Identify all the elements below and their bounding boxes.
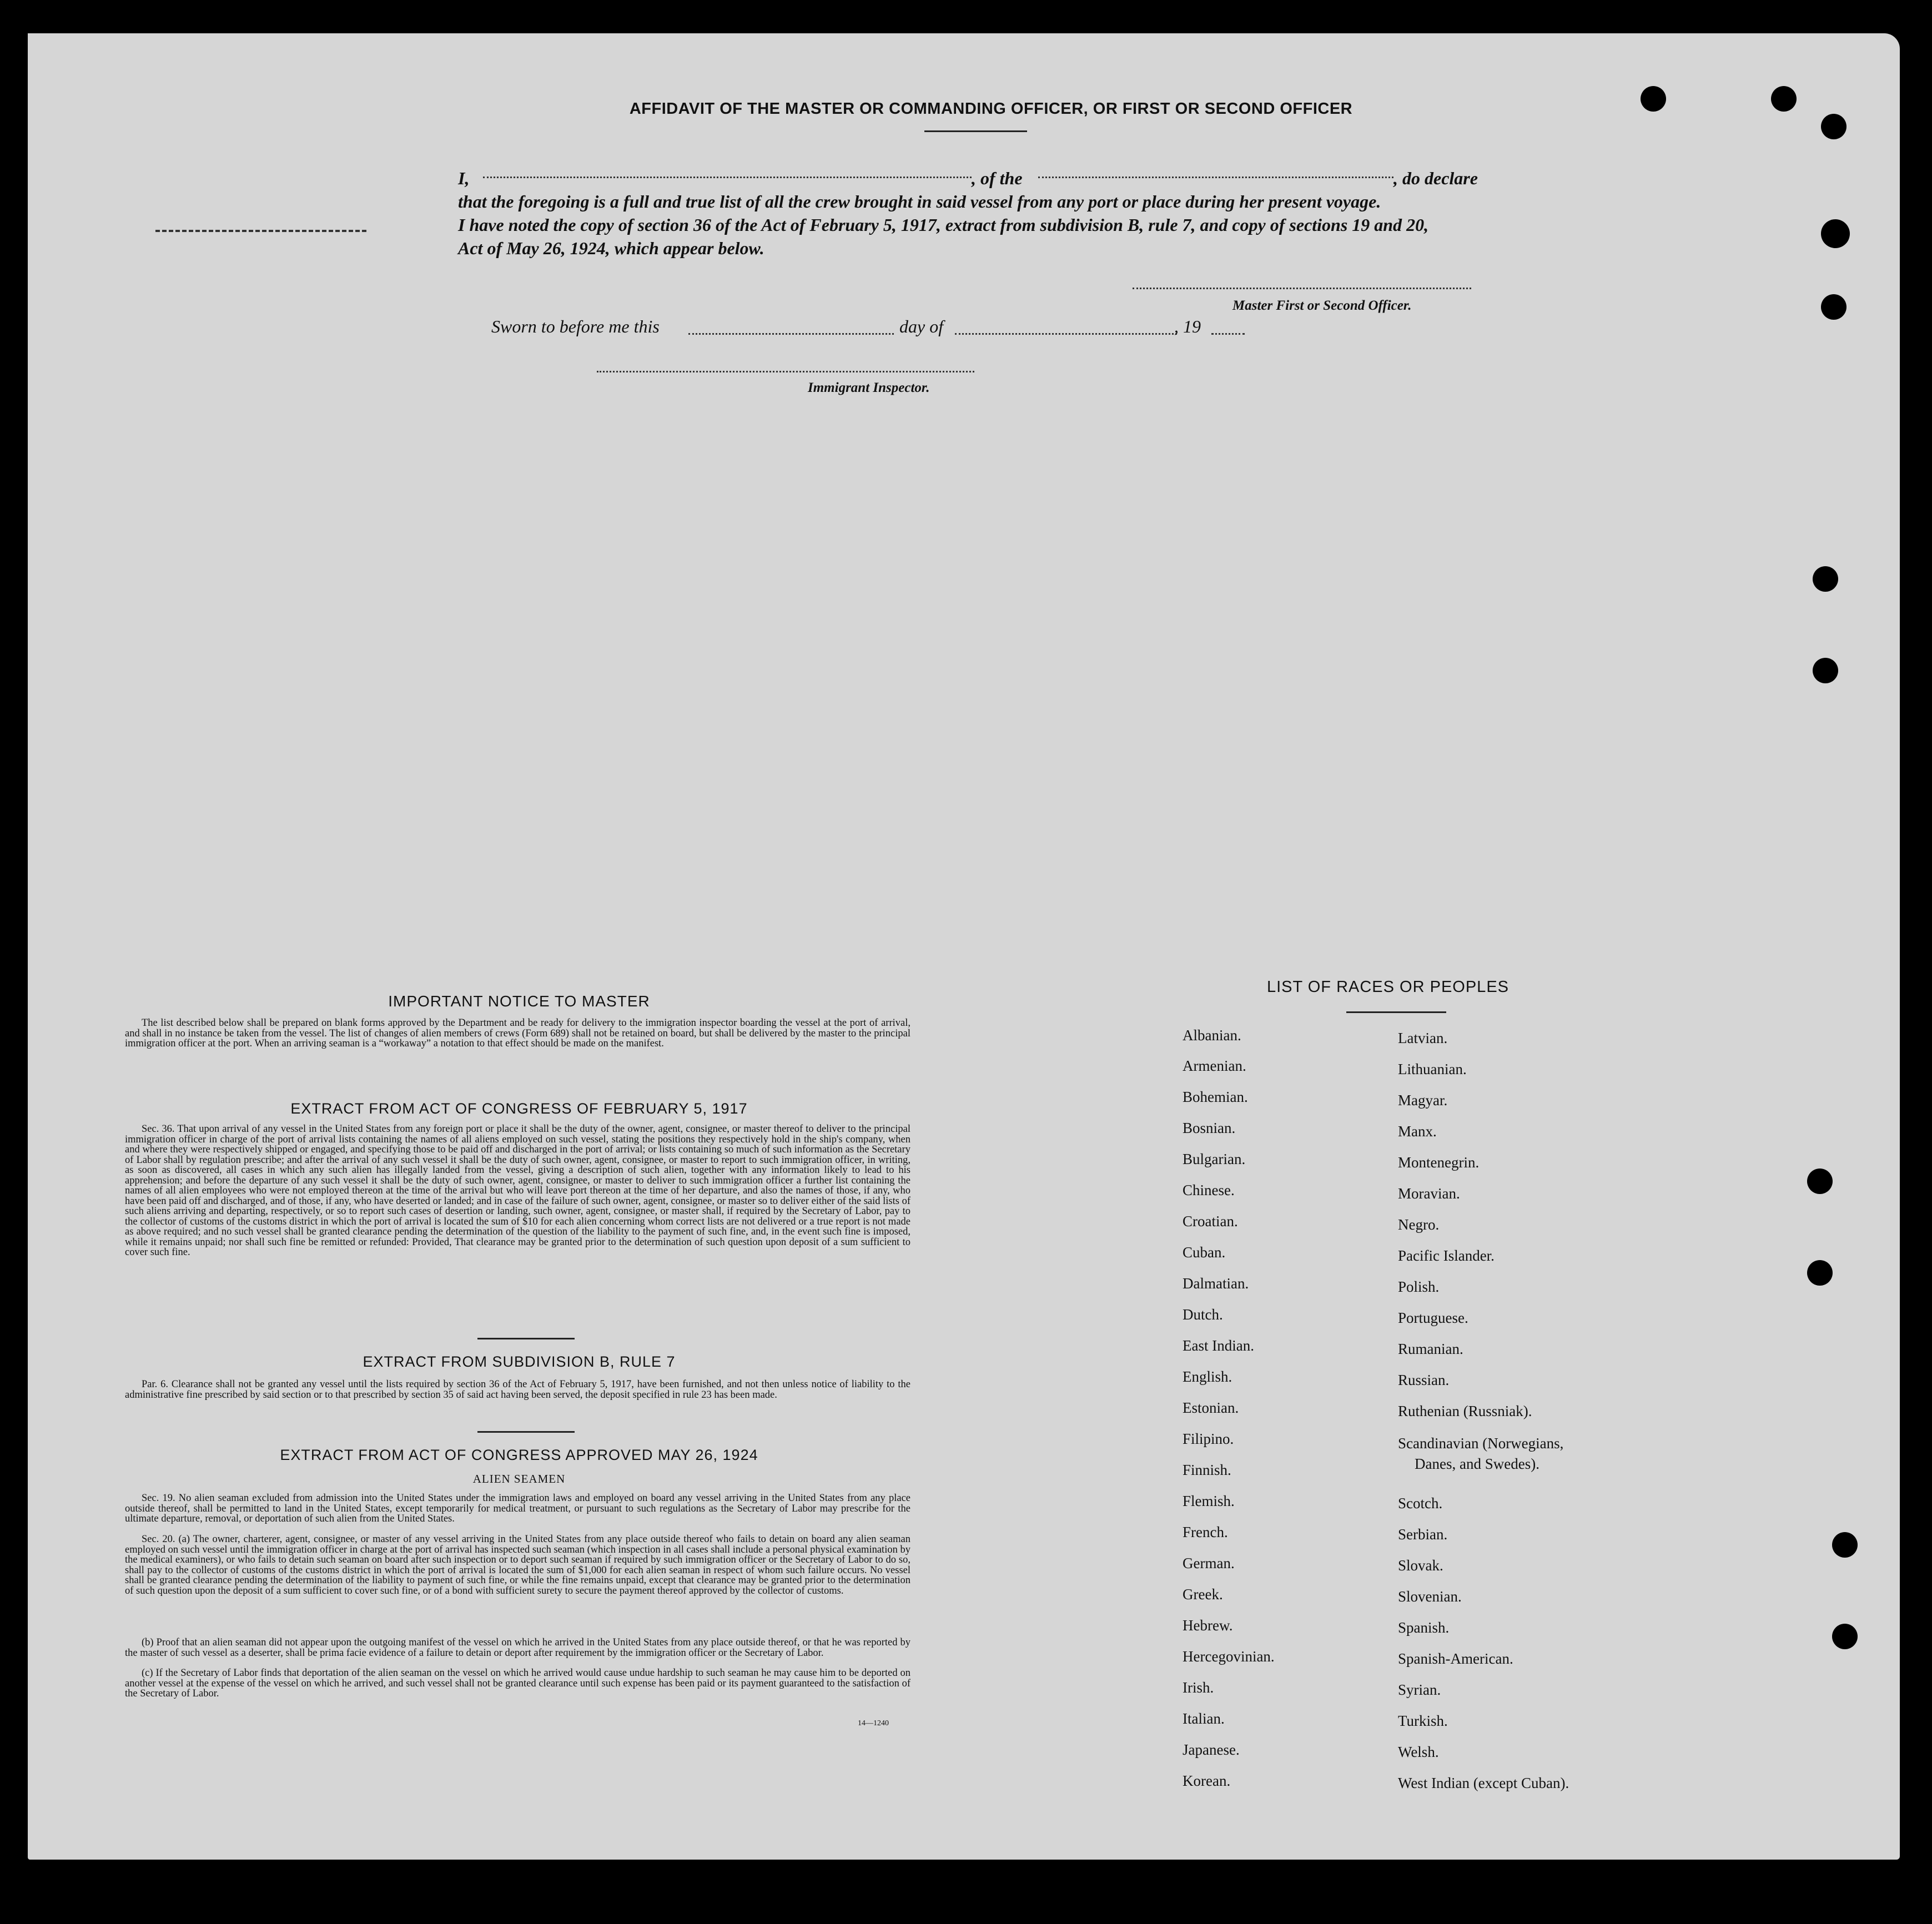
race-item: Danes, and Swedes). [1415, 1455, 1539, 1472]
race-item: Montenegrin. [1398, 1154, 1480, 1171]
sworn-year-blank[interactable] [1211, 333, 1245, 335]
race-item: Rumanian. [1398, 1341, 1463, 1357]
punch-hole [1821, 114, 1847, 139]
races-rule [1346, 1011, 1446, 1013]
notice-body: The list described below shall be prepared on blank forms approved by the Department and be ready for delivery to the immigration inspector boarding the vessel at the port of arrival, and shall in no instance be taken from the vessel. The list of changes of alien members of crews (Form 689) shall not be retained on board, but shall be delivered by the master to the principal immigration officer at the port. When an arriving seaman is a “workaway” a notation to that effect should be made on the manifest. [125, 1018, 910, 1049]
notice-title: IMPORTANT NOTICE TO MASTER [388, 993, 650, 1010]
race-item: Serbian. [1398, 1526, 1448, 1543]
sworn-prefix: Sworn to before me this [491, 316, 660, 336]
affidavit-of-the: , of the [972, 168, 1023, 188]
race-item: Dutch. [1183, 1306, 1223, 1323]
inspector-signature-blank[interactable] [597, 371, 974, 372]
master-signature-blank[interactable] [1133, 288, 1471, 289]
race-item: West Indian (except Cuban). [1398, 1775, 1569, 1791]
name-blank[interactable] [483, 177, 972, 178]
race-item: Flemish. [1183, 1493, 1235, 1509]
margin-mark [155, 230, 366, 232]
race-item: Irish. [1183, 1679, 1214, 1696]
affidavit-line-4: Act of May 26, 1924, which appear below. [458, 238, 764, 258]
race-item: Bohemian. [1183, 1089, 1248, 1105]
race-item: Chinese. [1183, 1182, 1235, 1198]
race-item: Slovenian. [1398, 1588, 1462, 1605]
race-item: Korean. [1183, 1772, 1231, 1789]
master-caption: Master First or Second Officer. [1232, 298, 1412, 313]
race-item: Albanian. [1183, 1027, 1241, 1044]
race-item: Portuguese. [1398, 1309, 1468, 1326]
races-title: LIST OF RACES OR PEOPLES [1266, 978, 1510, 996]
race-item: Syrian. [1398, 1681, 1441, 1698]
race-item: Lithuanian. [1398, 1061, 1467, 1077]
race-item: Latvian. [1398, 1030, 1448, 1046]
vessel-blank[interactable] [1038, 177, 1393, 178]
race-item: Spanish-American. [1398, 1650, 1513, 1667]
punch-hole [1807, 1168, 1833, 1194]
affidavit-line-2: that the foregoing is a full and true list of all the crew brought in said vessel from any port or place during her present voyage. [458, 192, 1381, 211]
affidavit-line-3: I have noted the copy of section 36 of the Act of February 5, 1917, extract from subdivision B, rule 7, and copy of sections 19 and 20, [458, 215, 1429, 235]
extract-1917-body: Sec. 36. That upon arrival of any vessel in the United States from any foreign port or place it shall be the duty of the owner, agent, consignee, or master thereof to deliver to the principal immigration officer in charge of the port of arrival lists containing the names of all aliens employed on such vessel, stating the positions they respectively hold in the ship's company, when and where they were respectively shipped or engaged, and specifying those to be paid off and discharged in the port of arrival; or lists containing so much of such information as the Secretary of Labor shall by regulation prescribe; and after the arrival of any such vessel it shall be the duty of such owner, agent, consignee, or master to report to such immigration officer, in writing, as soon as discovered, all cases in which any such alien has illegally landed from the vessel, giving a description of such alien, together with any information likely to lead to his apprehension; and before the departure of any such vessel it shall be the duty of such owner, agent, consignee, or master to deliver to such immigration officer a further list containing the names of all alien employees who were not employed thereon at the time of the arrival but who will leave port thereon at the time of her departure, and also the names of those, if any, who have been paid off and discharged, and of those, if any, who have deserted or landed; and in case of the failure of such owner, agent, consignee, or master so to deliver either of the said lists of such aliens arriving and departing, respectively, or so to report such cases of desertion or landing, such owner, agent, consignee, or master shall, if required by the Secretary of Labor, pay to the collector of customs of the customs district in which the port of arrival is located the sum of $10 for each alien concerning whom correct lists are not delivered or a true report is not made as above required; and no such vessel shall be granted clearance pending the determination of the question of the liability to the payment of such fine, and, in the event such fine is imposed, while it remains unpaid; nor shall such fine be remitted or refunded: Provided, That clearance may be granted prior to the determination of such question upon deposit of a sum sufficient to cover such fine. [125, 1124, 910, 1258]
punch-hole [1832, 1624, 1858, 1649]
punch-hole [1821, 219, 1850, 248]
rule7-title: EXTRACT FROM SUBDIVISION B, RULE 7 [363, 1353, 676, 1370]
punch-hole [1807, 1260, 1833, 1286]
race-item: Welsh. [1398, 1744, 1439, 1760]
punch-hole [1813, 566, 1838, 592]
race-item: Moravian. [1398, 1185, 1460, 1202]
sec20b-body: (b) Proof that an alien seaman did not appear upon the outgoing manifest of the vessel on which he arrived in the United States from any place outside thereof, or that he was reported by the master of such vessel as a deserter, shall be prima facie evidence of a failure to detain or deport after requirement by the immigration officer or the Secretary of Labor. [125, 1637, 910, 1659]
race-item: Italian. [1183, 1710, 1225, 1727]
race-item: Pacific Islander. [1398, 1247, 1495, 1264]
sec20a-body: Sec. 20. (a) The owner, charterer, agent, consignee, or master of any vessel arriving in the United States from any place outside thereof who fails to detain on board any alien seaman employed on such vessel until the immigration officer in charge at the port of arrival has inspected such seaman (which inspection in all cases shall include a personal physical examination by the medical examiners), or who fails to detain such seaman on board after such inspection or to deport such seaman if required by such immigration officer or the Secretary of Labor to do so, shall pay to the collector of customs of the customs district in which the port of arrival is located the sum of $1,000 for each alien seaman in respect of whom such failure occurs. No vessel shall be granted clearance pending the determination of the liability to payment of such fine, or while the fine remains unpaid, except that clearance may be granted prior to the determination of such question upon the deposit of a sum sufficient to cover such fine, or of a bond with sufficient surety to secure the payment thereof approved by the collector of customs. [125, 1534, 910, 1596]
race-item: Bosnian. [1183, 1120, 1236, 1136]
section-rule [477, 1338, 575, 1339]
title-rule [924, 130, 1027, 132]
race-item: Bulgarian. [1183, 1151, 1246, 1167]
race-item: Cuban. [1183, 1244, 1226, 1261]
race-item: English. [1183, 1368, 1232, 1385]
race-item: Russian. [1398, 1372, 1450, 1388]
race-item: Spanish. [1398, 1619, 1450, 1636]
sec19-body: Sec. 19. No alien seaman excluded from admission into the United States under the immigration laws and employed on board any vessel arriving in the United States from any place outside thereof, shall be permitted to land in the United States, except temporarily for medical treatment, or pursuant to such regulations as the Secretary of Labor may prescribe for the ultimate departure, removal, or deportation of such alien from the United States. [125, 1493, 910, 1524]
race-item: Croatian. [1183, 1213, 1238, 1230]
race-item: Magyar. [1398, 1092, 1448, 1109]
rule7-body: Par. 6. Clearance shall not be granted any vessel until the lists required by section 36 of the Act of February 5, 1917, have been furnished, and not then unless notice of liability to the administrative fine prescribed by said section or to that prescribed by section 35 of said act having been served, the deposit specified in rule 23 has been made. [125, 1379, 910, 1401]
sec20c-body: (c) If the Secretary of Labor finds that deportation of the alien seaman on the vessel on which he arrived would cause undue hardship to such seaman he may cause him to be deported on another vessel at the expense of the vessel on which he arrived, and such vessel shall not be granted clearance until such expense has been paid or its payment guaranteed to the satisfaction of the Secretary of Labor. [125, 1668, 910, 1699]
extract-1917-title: EXTRACT FROM ACT OF CONGRESS OF FEBRUARY 5, 1917 [290, 1100, 748, 1117]
race-item: Scandinavian (Norwegians, [1398, 1435, 1564, 1452]
sworn-day-of: day of [899, 316, 944, 336]
race-item: Polish. [1398, 1278, 1440, 1295]
section-rule [477, 1431, 575, 1433]
race-item: Finnish. [1183, 1462, 1231, 1478]
punch-hole [1641, 86, 1666, 112]
race-item: Hebrew. [1183, 1617, 1233, 1634]
race-item: French. [1183, 1524, 1228, 1540]
form-number: 14—1240 [858, 1719, 889, 1727]
race-item: Armenian. [1183, 1057, 1246, 1074]
race-item: Scotch. [1398, 1495, 1443, 1512]
race-item: German. [1183, 1555, 1235, 1572]
race-item: Negro. [1398, 1216, 1440, 1233]
race-item: East Indian. [1183, 1337, 1254, 1354]
sworn-month-blank[interactable] [955, 333, 1177, 335]
sworn-day-blank[interactable] [688, 333, 894, 335]
punch-hole [1832, 1532, 1858, 1558]
punch-hole [1821, 294, 1847, 320]
affidavit-declare: , do declare [1393, 168, 1478, 188]
race-item: Turkish. [1398, 1713, 1448, 1729]
race-item: Greek. [1183, 1586, 1223, 1603]
race-item: Manx. [1398, 1123, 1437, 1140]
extract-1924-subtitle: ALIEN SEAMEN [472, 1472, 566, 1485]
extract-1924-title: EXTRACT FROM ACT OF CONGRESS APPROVED MAY 26, 1924 [280, 1447, 758, 1463]
sworn-year: , 19 [1174, 316, 1201, 336]
punch-hole [1771, 86, 1797, 112]
race-item: Hercegovinian. [1183, 1648, 1275, 1665]
inspector-caption: Immigrant Inspector. [808, 380, 930, 395]
race-item: Ruthenian (Russniak). [1398, 1403, 1532, 1419]
affidavit-title: AFFIDAVIT OF THE MASTER OR COMMANDING OFFICER, OR FIRST OR SECOND OFFICER [629, 100, 1353, 118]
race-item: Filipino. [1183, 1431, 1234, 1447]
punch-hole [1813, 658, 1838, 683]
race-item: Estonian. [1183, 1399, 1239, 1416]
race-item: Dalmatian. [1183, 1275, 1249, 1292]
affidavit-i: I, [458, 168, 470, 188]
race-item: Slovak. [1398, 1557, 1443, 1574]
race-item: Japanese. [1183, 1741, 1240, 1758]
